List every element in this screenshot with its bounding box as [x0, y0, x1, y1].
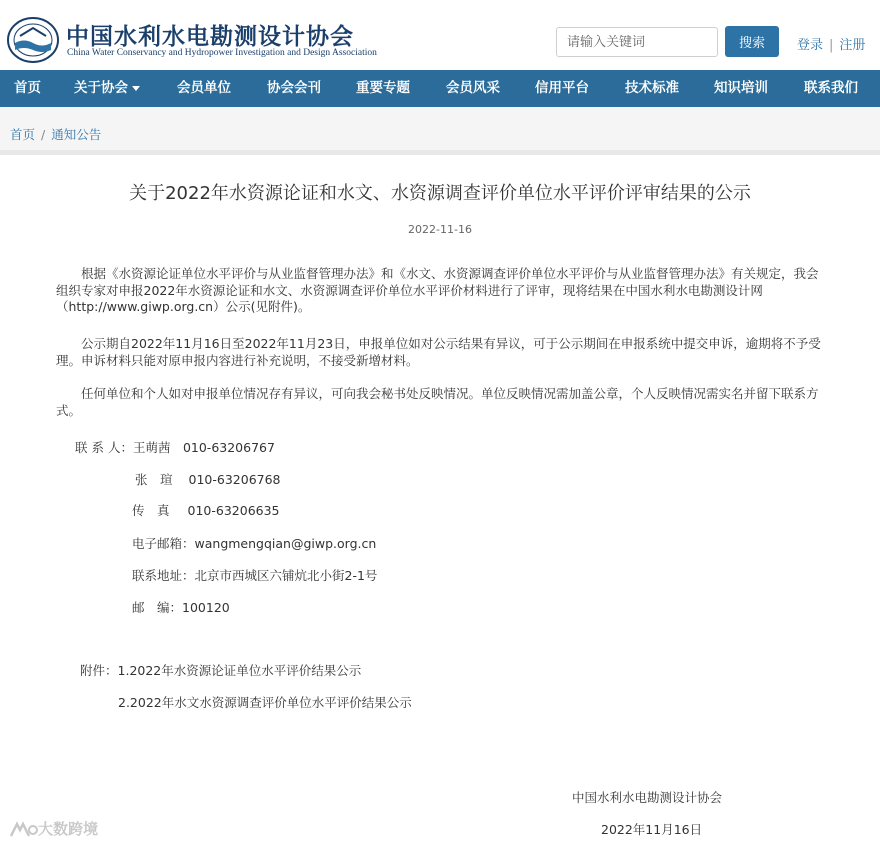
nav-item-standards[interactable]: [625, 70, 679, 107]
attachment-row-1: [80, 661, 361, 679]
nav-item-home[interactable]: [14, 70, 41, 107]
breadcrumb-home[interactable]: 首页: [10, 127, 36, 142]
nav-item-label: 联系我们: [804, 80, 858, 96]
email-link[interactable]: wangmengqian@giwp.org.cn: [194, 536, 377, 551]
contact-value: 100120: [182, 600, 230, 615]
nav-item-label: 重要专题: [356, 80, 410, 96]
nav-item-label: 信用平台: [535, 80, 589, 96]
watermark-text: 大数跨境: [38, 820, 99, 838]
attachment-row-2: [118, 693, 412, 711]
contact-value: 010-63206635: [187, 503, 280, 518]
contact-label: 张 瑄: [135, 472, 173, 487]
contact-label: 邮 编：: [132, 600, 183, 615]
main-nav: [0, 70, 880, 107]
nav-item-label: 关于协会: [74, 80, 128, 96]
attachments-label: 附件：: [80, 663, 118, 678]
attachment-link-2[interactable]: 2.2022年水文水资源调查评价单位水平评价结果公示: [118, 695, 412, 710]
nav-item-credit[interactable]: [535, 70, 589, 107]
contact-label: 传 真: [132, 503, 170, 518]
breadcrumb-separator: /: [41, 127, 46, 142]
login-link[interactable]: 登录: [797, 38, 824, 53]
contact-label: 联 系 人：: [75, 440, 133, 455]
article-paragraph-3: 任何单位和个人如对申报单位情况存有异议，可向我会秘书处反映情况。单位反映情况需加盖公章，个人反映情况需实名并留下联系方式。: [56, 386, 819, 418]
nav-item-topics[interactable]: [356, 70, 410, 107]
watermark-logo-icon: [8, 821, 38, 839]
caret-down-icon: [132, 86, 140, 91]
contact-value: 010-63206768: [188, 472, 281, 487]
contact-label: 联系地址：: [132, 568, 195, 583]
contact-person2-row: [135, 470, 281, 488]
contact-value: 北京市西城区六铺炕北小街2-1号: [194, 568, 378, 583]
site-header: [0, 0, 880, 70]
contact-person-row: [75, 438, 275, 456]
nav-item-label: 知识培训: [714, 80, 768, 96]
association-logo-icon[interactable]: [6, 16, 60, 64]
register-link[interactable]: 注册: [839, 38, 866, 53]
attachment-link-1[interactable]: 1.2022年水资源论证单位水平评价结果公示: [117, 663, 362, 678]
email-row: [132, 534, 376, 552]
nav-item-label: 首页: [14, 80, 41, 96]
nav-item-contact[interactable]: [804, 70, 858, 107]
auth-separator: |: [829, 38, 834, 53]
nav-item-label: 协会会刊: [267, 80, 321, 96]
address-row: [132, 566, 377, 584]
article-paragraph-2: 公示期自2022年11月16日至2022年11月23日，申报单位如对公示结果有异议，可于公示期间在申报系统中提交申诉，逾期将不予受理。申诉材料只能对原申报内容进行补充说明，不接受新增材料。: [56, 336, 821, 368]
nav-item-training[interactable]: [714, 70, 768, 107]
contact-value: 王萌茜 010-63206767: [132, 440, 275, 455]
logo-title-cn[interactable]: 中国水利水电勘测设计协会: [66, 23, 354, 50]
watermark: [8, 818, 98, 839]
article-date: 2022-11-16: [408, 223, 472, 236]
search-input[interactable]: [556, 27, 718, 57]
signature-date: 2022年11月16日: [601, 822, 703, 837]
article-title: 关于2022年水资源论证和水文、水资源调查评价单位水平评价评审结果的公示: [129, 183, 751, 204]
contact-label: 电子邮箱：: [132, 536, 195, 551]
nav-item-label: 会员风采: [446, 80, 500, 96]
breadcrumb: [10, 125, 101, 143]
nav-item-about[interactable]: [74, 70, 140, 107]
breadcrumb-current[interactable]: 通知公告: [51, 127, 102, 142]
logo-title-en[interactable]: China Water Conservancy and Hydropower Investigation and Design Association: [67, 48, 377, 58]
nav-item-members[interactable]: [177, 70, 231, 107]
breadcrumb-bar: [0, 107, 880, 155]
nav-item-member-showcase[interactable]: [446, 70, 500, 107]
search-button[interactable]: 搜索: [725, 26, 779, 57]
nav-item-label: 会员单位: [177, 80, 231, 96]
postcode-row: [132, 598, 230, 616]
article-paragraph-1: 根据《水资源论证单位水平评价与从业监督管理办法》和《水文、水资源调查评价单位水平评价与从业监督管理办法》有关规定，我会组织专家对申报2022年水资源论证和水文、水资源调查评价单位水平评价材料进行了评审，现将结果在中国水利水电勘测设计网（http://www.giwp.org.cn）公示(见附件)。: [56, 266, 819, 314]
signature-org: 中国水利水电勘测设计协会: [572, 790, 723, 805]
nav-item-journal[interactable]: [267, 70, 321, 107]
fax-row: [132, 501, 280, 519]
nav-item-label: 技术标准: [625, 80, 679, 96]
auth-links: [797, 34, 865, 53]
